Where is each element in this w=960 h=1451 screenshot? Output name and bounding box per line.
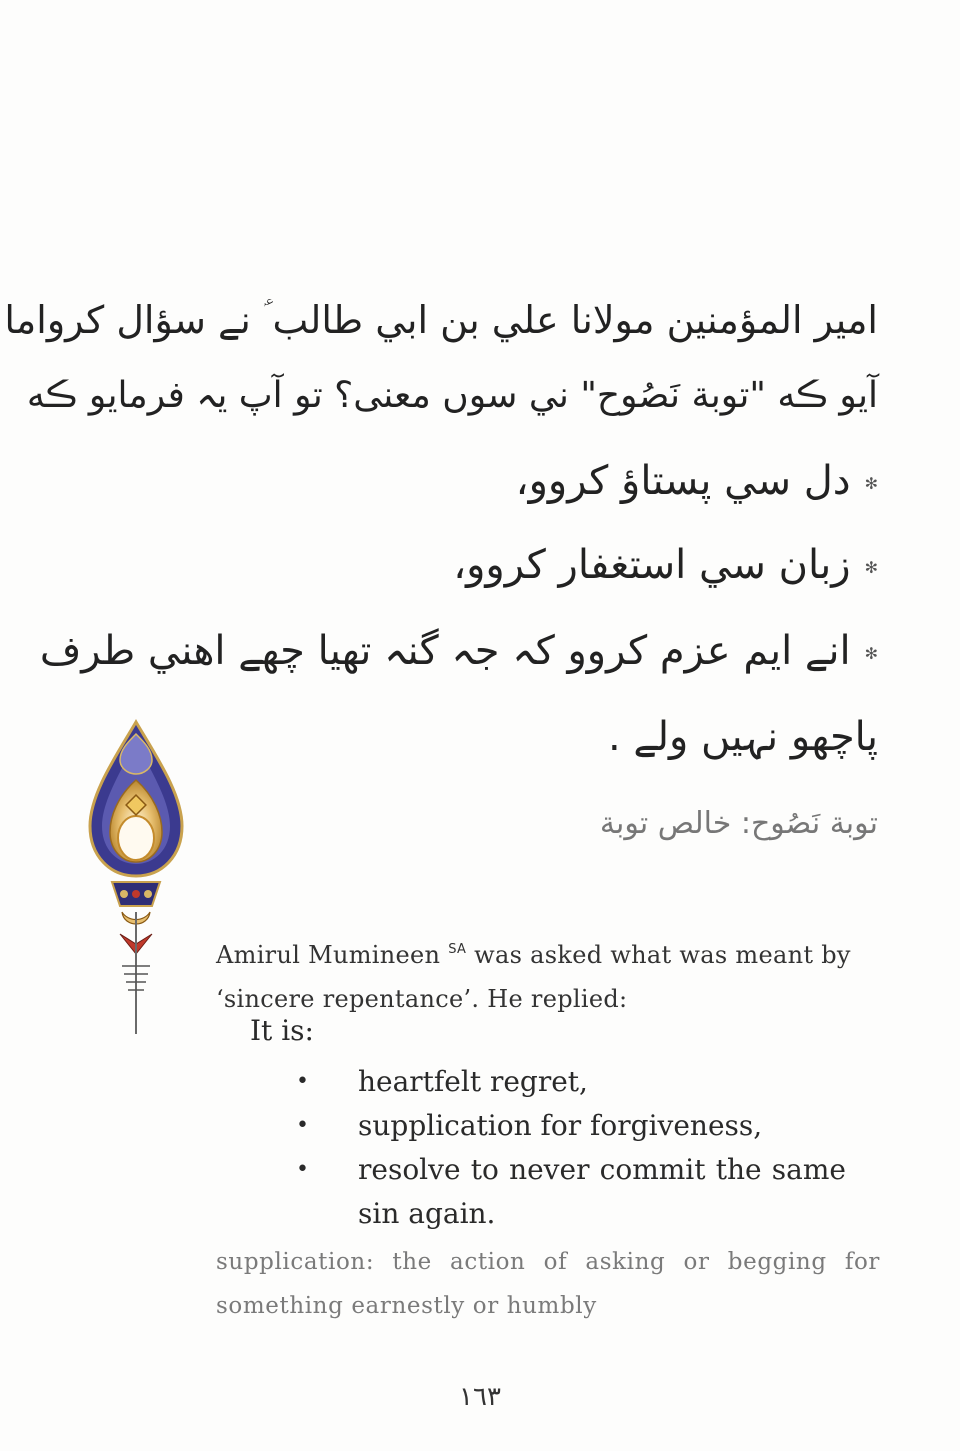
sindhi-intro-line-1: امير المؤمنين مولانا علي بن ابي طالب ؑ نے سؤال كرواما <box>4 298 878 342</box>
honorific-superscript: SA <box>448 942 467 957</box>
definition-note: supplication: the action of asking or begging for something earnestly or humbly <box>216 1249 880 1319</box>
list-item <box>296 1148 856 1236</box>
list-item <box>296 1060 856 1104</box>
english-paragraph <box>216 928 880 1021</box>
it-is-label: It is: <box>250 1014 314 1047</box>
list-item <box>296 1104 856 1148</box>
bullet-icon: • <box>296 1157 309 1182</box>
page-number: ١٦٣ <box>459 1382 501 1412</box>
sindhi-list-item <box>40 628 878 674</box>
english-paragraph-rest: was asked what was meant by ‘sincere repentance’. He replied: <box>216 941 851 1013</box>
list-item-text: heartfelt regret, <box>358 1065 588 1098</box>
flower-bullet-icon: ✻ <box>864 643 878 663</box>
bullet-icon: • <box>296 1113 309 1138</box>
list-item-text: supplication for forgiveness, <box>358 1109 763 1142</box>
english-bullet-list <box>296 1060 856 1236</box>
sindhi-list-item-text: انے ايم عزم كروو كہ جہ گنہ تھيا چھے اھني طرف <box>39 628 851 674</box>
sindhi-gloss: توبة نَصُوح: خالص توبة <box>599 806 878 841</box>
sindhi-list-item <box>453 542 878 588</box>
sindhi-list-item-text: دل سي پستاؤ كروو، <box>515 458 851 504</box>
sindhi-list-item-text: زبان سي استغفار كروو، <box>453 542 851 588</box>
sindhi-intro-line-2: آيو ڪه "توبة نَصُوح" ني سوں معنى؟ تو آپ يہ فرمايو ڪه <box>26 375 878 416</box>
flower-bullet-icon: ✻ <box>864 473 878 493</box>
english-paragraph-start: Amirul Mumineen <box>216 941 441 969</box>
decorative-ornament-icon <box>82 716 190 1036</box>
list-item-text: resolve to never commit the same sin again. <box>358 1153 846 1230</box>
flower-bullet-icon: ✻ <box>864 557 878 577</box>
sindhi-list-item <box>516 458 878 504</box>
bullet-icon: • <box>296 1069 309 1094</box>
sindhi-list-item-continuation: پاچھو نہيں ولے . <box>607 714 878 760</box>
